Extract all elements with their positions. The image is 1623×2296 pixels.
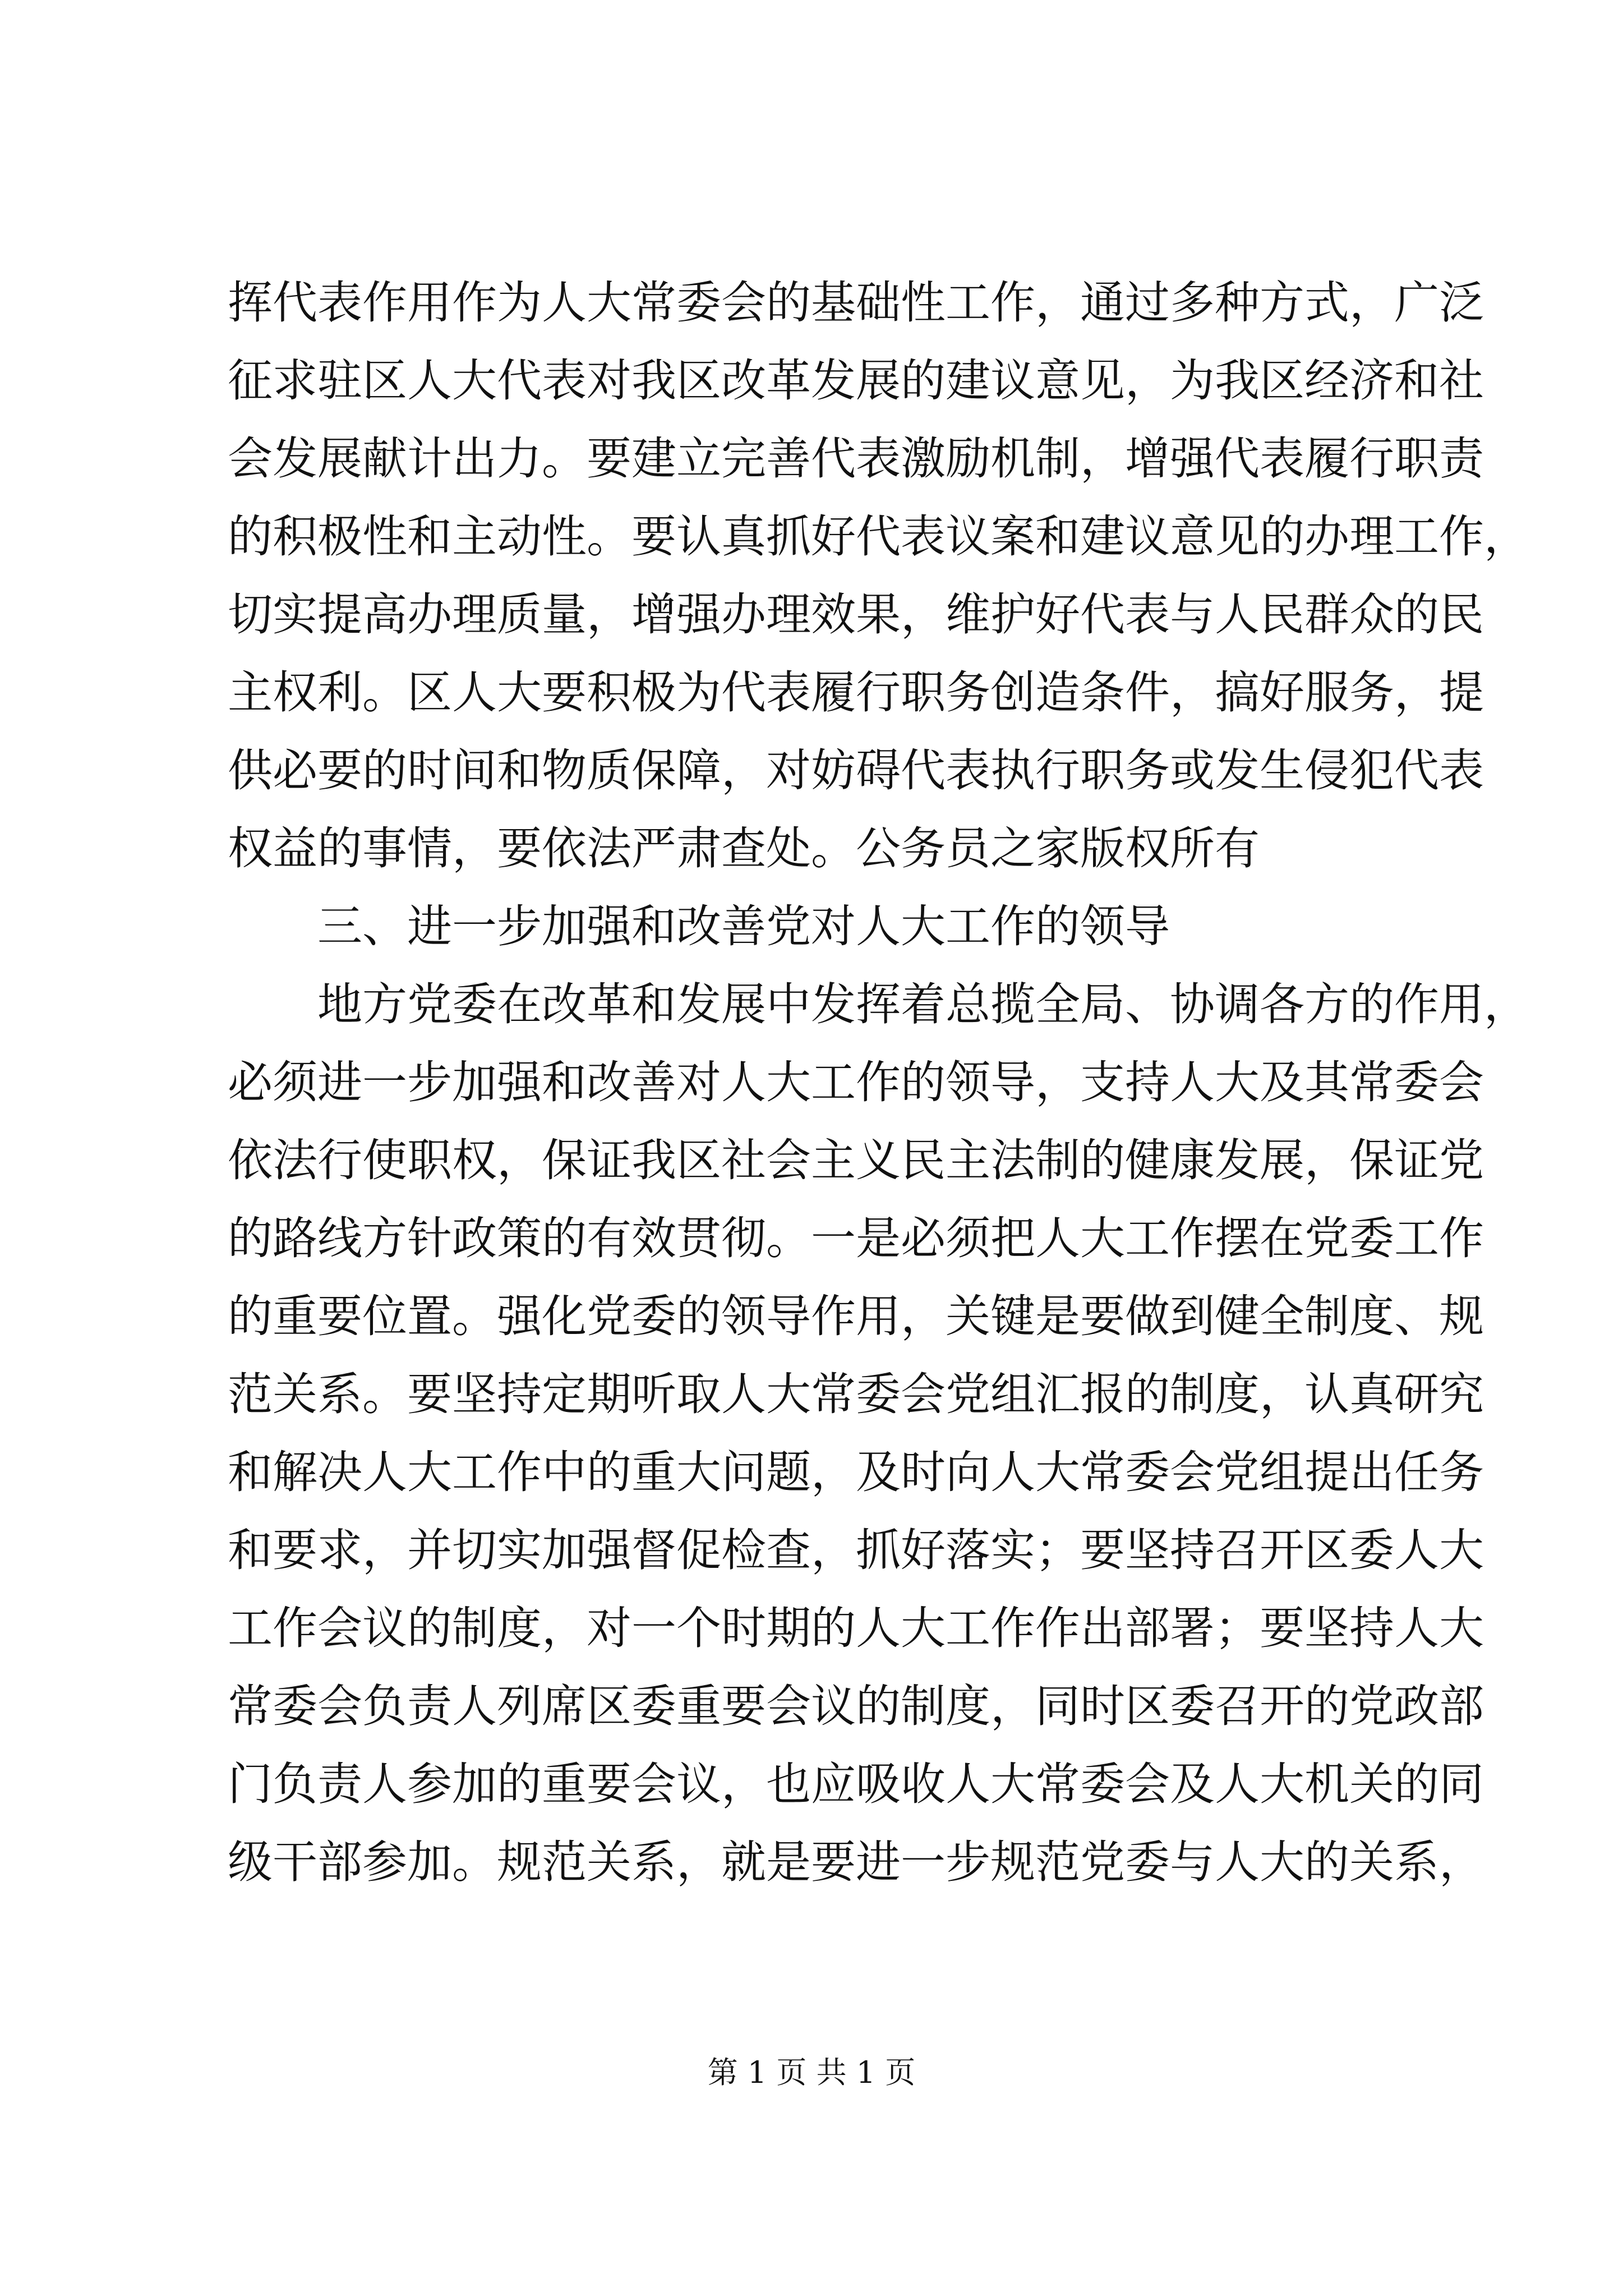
paragraph-line: 切实提高办理质量，增强办理效果，维护好代表与人民群众的民 — [228, 588, 1484, 641]
paragraph-line: 门负责人参加的重要会议，也应吸收人大常委会及人大机关的同 — [228, 1758, 1484, 1810]
paragraph-line: 主权利。区人大要积极为代表履行职务创造条件，搞好服务，提 — [228, 666, 1484, 719]
paragraph-line: 的积极性和主动性。要认真抓好代表议案和建议意见的办理工作， — [228, 510, 1529, 563]
paragraph-line: 的路线方针政策的有效贯彻。一是必须把人大工作摆在党委工作 — [228, 1212, 1484, 1264]
paragraph-line: 的重要位置。强化党委的领导作用，关键是要做到健全制度、规 — [228, 1290, 1484, 1342]
paragraph-line: 地方党委在改革和发展中发挥着总揽全局、协调各方的作用， — [317, 978, 1529, 1030]
paragraph-line: 常委会负责人列席区委重要会议的制度，同时区委召开的党政部 — [228, 1680, 1484, 1732]
paragraph-line: 供必要的时间和物质保障，对妨碍代表执行职务或发生侵犯代表 — [228, 744, 1484, 797]
paragraph-line: 工作会议的制度，对一个时期的人大工作作出部署；要坚持人大 — [228, 1602, 1484, 1654]
paragraph-line: 必须进一步加强和改善对人大工作的领导，支持人大及其常委会 — [228, 1056, 1484, 1108]
paragraph-line: 依法行使职权，保证我区社会主义民主法制的健康发展，保证党 — [228, 1134, 1484, 1186]
paragraph-line: 挥代表作用作为人大常委会的基础性工作，通过多种方式，广泛 — [228, 277, 1484, 329]
page-number-footer: 第 1 页 共 1 页 — [707, 2055, 916, 2090]
paragraph-line: 征求驻区人大代表对我区改革发展的建议意见，为我区经济和社 — [228, 355, 1484, 407]
paragraph-line: 会发展献计出力。要建立完善代表激励机制，增强代表履行职责 — [228, 432, 1484, 485]
paragraph-line: 范关系。要坚持定期听取人大常委会党组汇报的制度，认真研究 — [228, 1368, 1484, 1420]
paragraph-line: 和要求，并切实加强督促检查，抓好落实；要坚持召开区委人大 — [228, 1524, 1484, 1576]
section-heading: 三、进一步加强和改善党对人大工作的领导 — [317, 900, 1170, 953]
document-body — [228, 264, 1529, 1901]
paragraph-line: 和解决人大工作中的重大问题，及时向人大常委会党组提出任务 — [228, 1446, 1484, 1498]
paragraph-line: 级干部参加。规范关系，就是要进一步规范党委与人大的关系， — [228, 1836, 1484, 1888]
paragraph-line: 权益的事情，要依法严肃查处。公务员之家版权所有 — [228, 822, 1260, 875]
